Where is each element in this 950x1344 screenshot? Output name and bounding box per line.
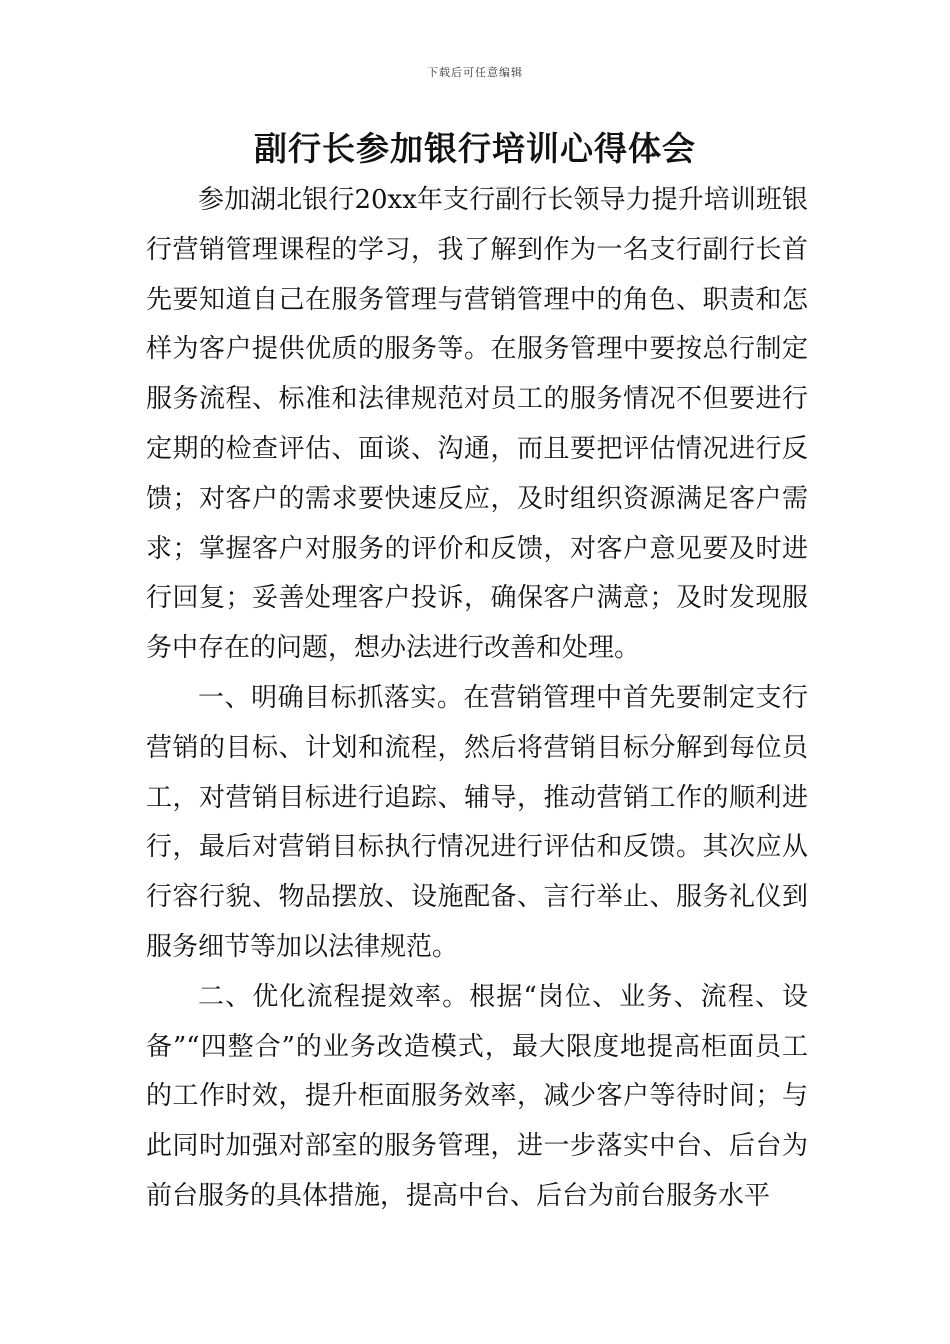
paragraph-section-1: 一、明确目标抓落实。在营销管理中首先要制定支行营销的目标、计划和流程，然后将营销目标分解到每位员工，对营销目标进行追踪、辅导，推动营销工作的顺利进行，最后对营销目标执行情况进行评估和反馈。其次应从行容行貌、物品摆放、设施配备、言行举止、服务礼仪到服务细节等加以法律规范。 [146, 682, 808, 962]
header-note: 下载后可任意编辑 [427, 66, 523, 79]
document-title: 副行长参加银行培训心得体会 [254, 129, 696, 168]
paragraph-intro: 参加湖北银行20xx年支行副行长领导力提升培训班银行营销管理课程的学习，我了解到作为一名支行副行长首先要知道自己在服务管理与营销管理中的角色、职责和怎样为客户提供优质的服务等。在服务管理中要按总行制定服务流程、标准和法律规范对员工的服务情况不但要进行定期的检查评估、面谈、沟通，而且要把评估情况进行反馈；对客户的需求要快速反应，及时组织资源满足客户需求；掌握客户对服务的评价和反馈，对客户意见要及时进行回复；妥善处理客户投诉，确保客户满意；及时发现服务中存在的问题，想办法进行改善和处理。 [146, 185, 808, 664]
document-body [146, 176, 808, 1222]
paragraph-section-2: 二、优化流程提效率。根据“岗位、业务、流程、设备”“四整合”的业务改造模式，最大限度地提高柜面员工的工作时效，提升柜面服务效率，减少客户等待时间；与此同时加强对部室的服务管理，进一步落实中台、后台为前台服务的具体措施，提高中台、后台为前台服务水平 [146, 981, 808, 1211]
